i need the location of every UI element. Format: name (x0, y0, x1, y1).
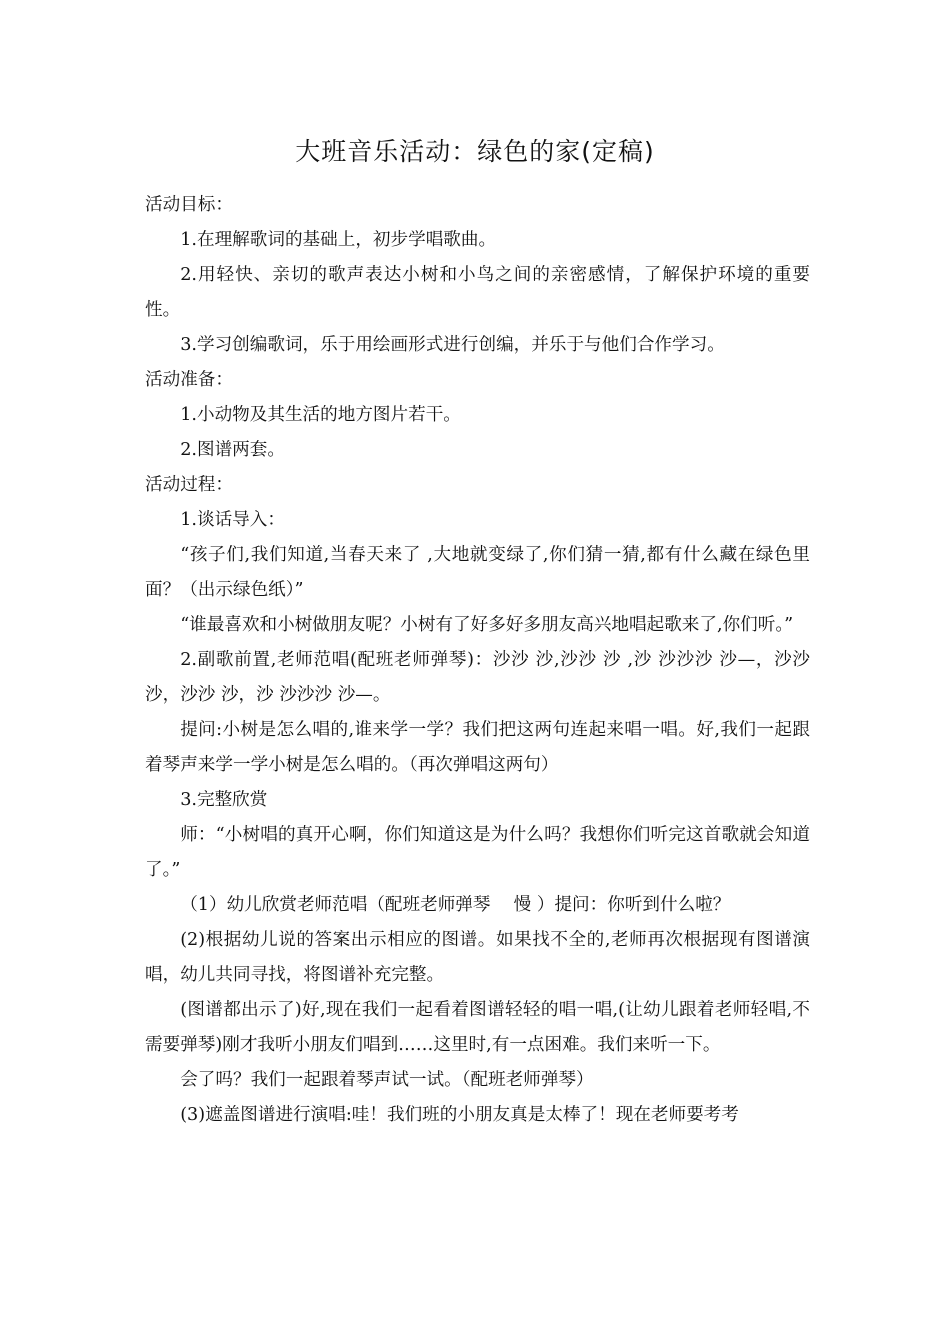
document-title: 大班音乐活动：绿色的家(定稿) (295, 137, 655, 166)
document-body (145, 188, 810, 1133)
process-paragraph: (2)根据幼儿说的答案出示相应的图谱。如果找不全的,老师再次根据现有图谱演唱，幼儿共同寻找，将图谱补充完整。 (145, 930, 810, 985)
process-paragraph: 会了吗？我们一起跟着琴声试一试。（配班老师弹琴） (180, 1070, 594, 1090)
process-paragraph: (3)遮盖图谱进行演唱:哇！我们班的小朋友真是太棒了！现在老师要考考 (180, 1105, 739, 1125)
goal-item: 1.在理解歌词的基础上，初步学唱歌曲。 (180, 230, 497, 250)
process-paragraph: 1.谈话导入： (180, 510, 285, 530)
process-paragraph: 师：“小树唱的真开心啊，你们知道这是为什么吗？我想你们听完这首歌就会知道了。” (145, 825, 810, 880)
process-paragraph: “谁最喜欢和小树做朋友呢？小树有了好多好多朋友高兴地唱起歌来了,你们听。” (180, 615, 794, 635)
section-heading-goals: 活动目标： (145, 195, 233, 215)
section-heading-process: 活动过程： (145, 475, 233, 495)
preparation-item: 1.小动物及其生活的地方图片若干。 (180, 405, 461, 425)
process-paragraph: 2.副歌前置,老师范唱(配班老师弹琴)：沙沙 沙,沙沙 沙 ,沙 沙沙沙 沙—，沙沙 沙，沙沙 沙，沙 沙沙沙 沙—。 (145, 650, 810, 705)
process-paragraph: “孩子们,我们知道,当春天来了 ,大地就变绿了,你们猜一猜,都有什么藏在绿色里面？（出示绿色纸）” (145, 545, 810, 600)
process-paragraph: （1）幼儿欣赏老师范唱（配班老师弹琴 慢 ）提问：你听到什么啦？ (180, 895, 731, 915)
goal-item: 3.学习创编歌词，乐于用绘画形式进行创编，并乐于与他们合作学习。 (180, 335, 725, 355)
section-heading-preparation: 活动准备： (145, 370, 233, 390)
process-paragraph: 提问:小树是怎么唱的,谁来学一学？我们把这两句连起来唱一唱。好,我们一起跟着琴声来学一学小树是怎么唱的。（再次弹唱这两句） (145, 720, 810, 775)
preparation-item: 2.图谱两套。 (180, 440, 285, 460)
process-paragraph: 3.完整欣赏 (180, 790, 268, 810)
goal-item: 2.用轻快、亲切的歌声表达小树和小鸟之间的亲密感情，了解保护环境的重要性。 (145, 265, 810, 320)
process-paragraph: (图谱都出示了)好,现在我们一起看着图谱轻轻的唱一唱,(让幼儿跟着老师轻唱,不需要弹琴)刚才我听小朋友们唱到……这里时,有一点困难。我们来听一下。 (145, 1000, 810, 1055)
